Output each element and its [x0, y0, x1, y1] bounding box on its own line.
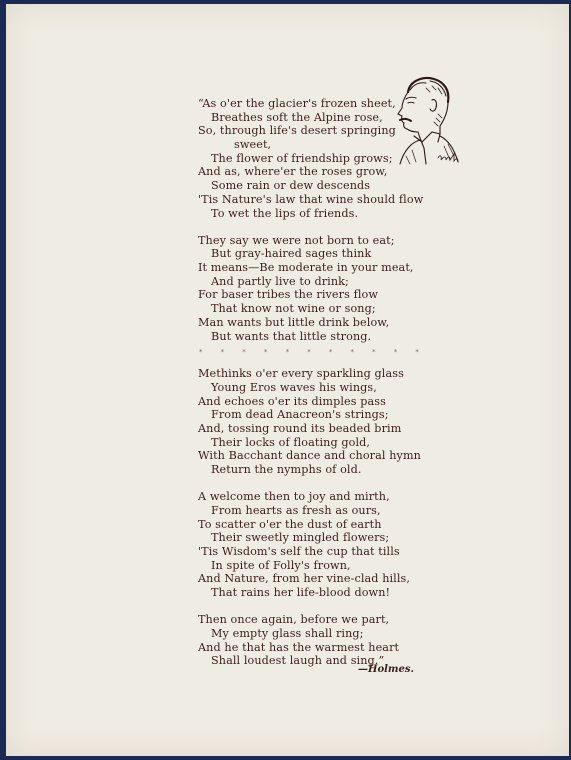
menu-page — [6, 4, 569, 756]
poem-line: Then once again, before we part, — [198, 613, 390, 627]
poem-line: To scatter o'er the dust of earth — [198, 517, 382, 531]
poem-line: From hearts as fresh as ours, — [211, 503, 381, 517]
poem-line: And, tossing round its beaded brim — [198, 421, 402, 435]
stanza — [198, 490, 458, 600]
separator-star: * — [220, 348, 225, 356]
poem-line: Their locks of floating gold, — [211, 435, 371, 449]
poem-line: 'Tis Nature's law that wine should flow — [198, 192, 424, 206]
poem-line: A welcome then to joy and mirth, — [198, 490, 390, 504]
poem-line: And echoes o'er its dimples pass — [198, 394, 386, 408]
poem-line: Their sweetly mingled flowers; — [211, 531, 390, 545]
stanza — [198, 367, 458, 477]
poem-line: sweet, — [234, 138, 272, 152]
separator-star: * — [350, 348, 354, 356]
poem-line: 'Tis Wisdom's self the cup that tills — [198, 544, 400, 558]
separator-star: * — [372, 348, 376, 356]
separator-star: * — [307, 348, 311, 356]
poem-line: But gray-haired sages think — [211, 247, 372, 261]
separator-star: * — [242, 348, 246, 356]
stanza-separator — [199, 348, 419, 356]
poem-line: The flower of friendship grows; — [211, 151, 393, 165]
poem-line: My empty glass shall ring; — [211, 626, 364, 640]
stanza — [198, 234, 458, 344]
poem-line: And partly live to drink; — [211, 274, 349, 288]
poem-line: But wants that little strong. — [211, 329, 372, 343]
poem-line: And he that has the warmest heart — [198, 640, 400, 654]
poem-line: Return the nymphs of old. — [211, 463, 362, 476]
poem-line: And Nature, from her vine-clad hills, — [198, 572, 411, 586]
poem-line: That rains her life-blood down! — [211, 586, 391, 599]
poem-line: Shall loudest laugh and sing.” — [211, 654, 385, 668]
poem-line: Methinks o'er every sparkling glass — [198, 367, 404, 381]
author-attribution: —Holmes. — [358, 664, 414, 675]
separator-star: * — [199, 348, 203, 356]
separator-star: * — [393, 348, 398, 356]
separator-star: * — [285, 348, 290, 356]
poem-line: For baser tribes the rivers flow — [198, 288, 379, 302]
poem-line: They say we were not born to eat; — [198, 233, 395, 247]
poem-line: Some rain or dew descends — [211, 179, 371, 193]
poem-line: And as, where'er the roses grow, — [198, 165, 388, 179]
poem-line: That know not wine or song; — [211, 302, 376, 316]
poem-line: With Bacchant dance and choral hymn — [198, 449, 421, 463]
poem-line: Young Eros waves his wings, — [211, 380, 377, 394]
poem-line: In spite of Folly's frown, — [211, 558, 351, 572]
stanza — [198, 613, 458, 668]
poem-line: Man wants but little drink below, — [198, 315, 390, 329]
poem-line: It means—Be moderate in your meat, — [198, 261, 414, 275]
poem-text — [198, 97, 458, 681]
poem-line: From dead Anacreon's strings; — [211, 408, 389, 422]
poem-line: To wet the lips of friends. — [211, 206, 359, 220]
poem-line: Breathes soft the Alpine rose, — [211, 110, 383, 124]
separator-star: * — [415, 348, 419, 356]
poem-line: So, through life's desert springing — [198, 124, 396, 138]
stanza — [198, 97, 458, 220]
separator-star: * — [263, 348, 268, 356]
poem-line: “As o'er the glacier's frozen sheet, — [198, 97, 396, 110]
separator-star: * — [328, 348, 333, 356]
